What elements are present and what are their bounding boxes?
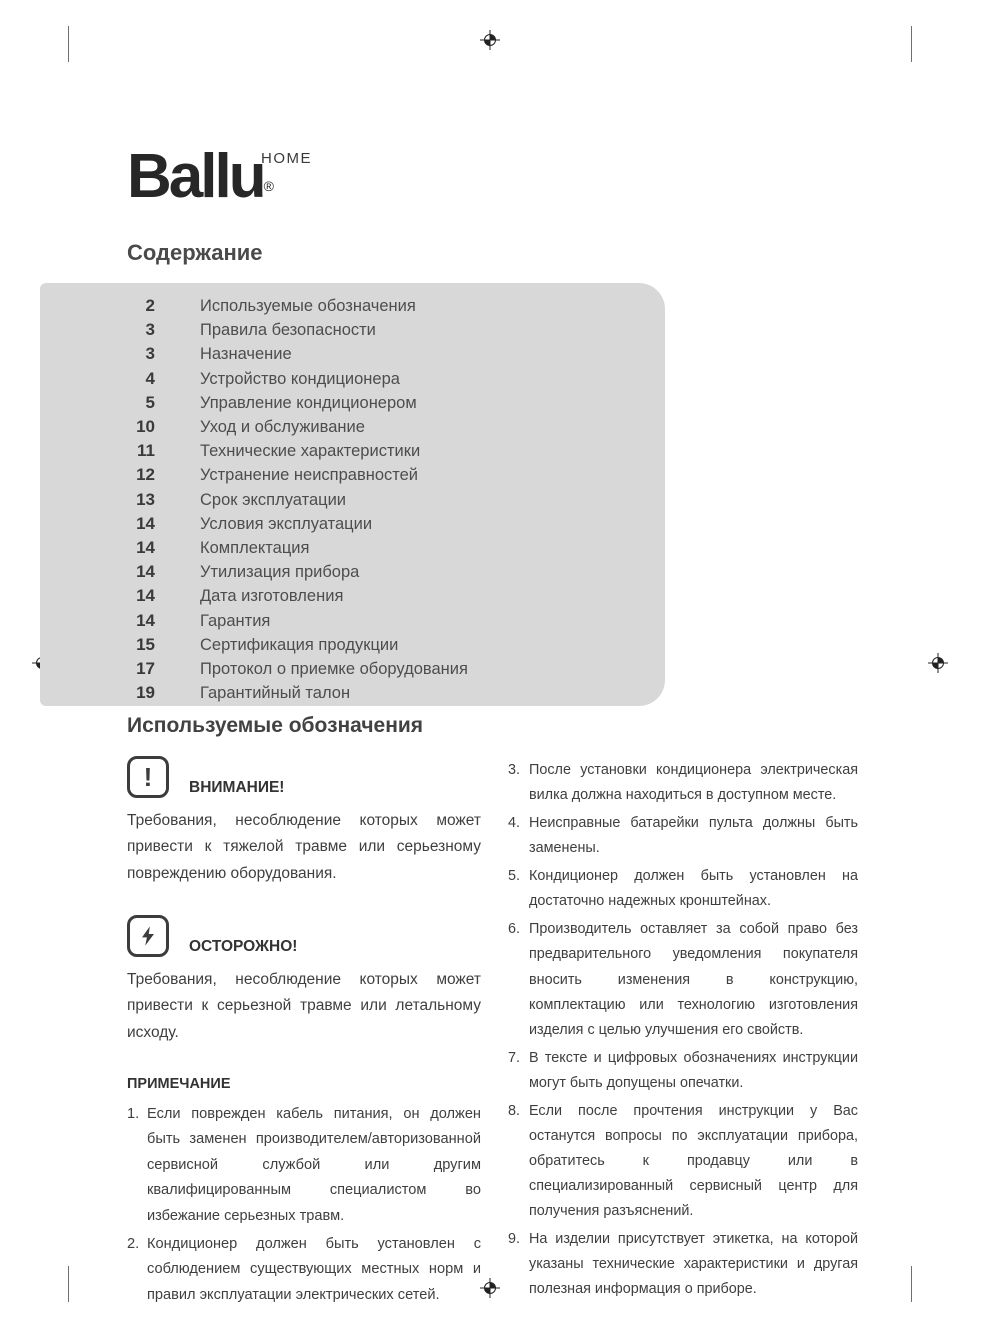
- note-item: [127, 1232, 481, 1308]
- note-item: [508, 864, 858, 914]
- note-item-text: Если после прочтения инструкции у Вас останутся вопросы по эксплуатации прибора, обратитесь к продавцу или в специализированный сервисный центр для получения разъяснений.: [529, 1102, 858, 1220]
- note-item-number: 1.: [127, 1106, 140, 1123]
- toc-page-number: 13: [136, 489, 155, 509]
- toc-row: [40, 584, 665, 608]
- toc-page-number: 2: [145, 296, 155, 315]
- toc-item-label: Срок эксплуатации: [200, 490, 347, 509]
- note-item-number: 6.: [508, 921, 521, 938]
- toc-row: [40, 439, 665, 463]
- crop-mark-bottom-left: [68, 1266, 69, 1302]
- right-column: [508, 758, 858, 1305]
- note-item: [508, 1099, 858, 1224]
- crop-mark-top-left: [68, 26, 69, 62]
- toc-box: [40, 283, 665, 706]
- toc-item-label: Гарантия: [200, 611, 271, 630]
- note-item-number: 3.: [508, 762, 521, 778]
- toc-item-label: Сертификация продукции: [200, 635, 399, 654]
- note-item-number: 9.: [508, 1231, 521, 1248]
- toc-page-number: 4: [145, 368, 155, 388]
- note-item-text: Если поврежден кабель питания, он должен быть заменен производителем/авторизованной сервисной службой или другим квалифицированным специалистом во избежание серьезных травм.: [147, 1106, 481, 1224]
- note-item-text: В тексте и цифровых обозначениях инструкции могут быть допущены опечатки.: [529, 1049, 858, 1091]
- note-item-text: На изделии присутствует этикетка, на которой указаны технические характеристики и другая полезная информация о приборе.: [529, 1231, 858, 1298]
- note-item-number: 5.: [508, 868, 521, 885]
- toc-title: Содержание: [127, 240, 263, 265]
- toc-page-number: 17: [136, 659, 155, 679]
- toc-row: [40, 633, 665, 657]
- toc-item-label: Протокол о приемке оборудования: [200, 660, 468, 679]
- note-item-text: Кондиционер должен быть установлен с соблюдением существующих местных норм и правил эксплуатации электрических сетей.: [147, 1236, 481, 1303]
- toc-row: [40, 294, 665, 318]
- toc-page-number: 3: [145, 320, 155, 340]
- section-title-symbols: Используемые обозначения: [127, 714, 424, 737]
- toc-row: [40, 609, 665, 633]
- toc-row: [40, 536, 665, 560]
- registration-mark-right: [928, 653, 948, 673]
- note-item-number: 4.: [508, 815, 521, 832]
- attention-label: ВНИМАНИЕ!: [189, 779, 285, 796]
- note-item-number: 2.: [127, 1236, 140, 1253]
- note-item: [127, 1102, 481, 1229]
- note-list-left: [127, 1102, 481, 1308]
- logo-wordmark: Ballu: [127, 142, 264, 211]
- crop-mark-bottom-right: [911, 1266, 912, 1302]
- toc-row: [40, 463, 665, 487]
- crop-mark-top-right: [911, 26, 912, 62]
- note-item: [508, 917, 858, 1042]
- note-item: [508, 811, 858, 861]
- toc-row: [40, 560, 665, 584]
- caution-text: Требования, несоблюдение которых может привести к серьезной травме или летальному исходу.: [127, 971, 481, 1041]
- note-item-number: 7.: [508, 1049, 521, 1066]
- note-item-text: Кондиционер должен быть установлен на достаточно надежных кронштейнах.: [529, 868, 858, 910]
- toc-row: [40, 367, 665, 391]
- toc-page-number: 15: [136, 634, 155, 654]
- registration-mark-bottom: [480, 1278, 500, 1298]
- toc-item-label: Технические характеристики: [200, 442, 421, 461]
- toc-row: [40, 681, 665, 705]
- caution-block-header: [127, 915, 481, 957]
- toc-page-number: 5: [145, 392, 155, 412]
- toc-row: [40, 391, 665, 415]
- toc-page-number: 12: [136, 465, 155, 485]
- note-title: ПРИМЕЧАНИЕ: [127, 1076, 231, 1093]
- attention-block-header: [127, 756, 481, 798]
- toc-row: [40, 657, 665, 681]
- note-item-number: 8.: [508, 1102, 521, 1119]
- toc-page-number: 14: [136, 538, 155, 558]
- note-item-text: После установки кондиционера электрическая вилка должна находиться в доступном месте.: [529, 762, 858, 804]
- toc-item-label: Уход и обслуживание: [200, 418, 365, 437]
- toc-row: [40, 415, 665, 439]
- toc-page-number: 10: [136, 417, 155, 437]
- toc-page-number: 11: [137, 441, 155, 461]
- toc-item-label: Устройство кондиционера: [200, 369, 400, 388]
- toc-item-label: Правила безопасности: [200, 321, 376, 340]
- toc-page-number: 14: [136, 586, 155, 606]
- toc-page-number: 14: [136, 610, 155, 630]
- toc-item-label: Управление кондиционером: [200, 393, 417, 412]
- note-item: [508, 1227, 858, 1302]
- toc-item-label: Условия эксплуатации: [200, 514, 373, 533]
- logo-home-label: HOME: [261, 150, 312, 167]
- brand-logo: [127, 142, 387, 232]
- toc-item-label: Комплектация: [200, 539, 310, 558]
- exclamation-icon: !: [127, 756, 169, 798]
- left-column: [127, 756, 481, 1311]
- caution-label: ОСТОРОЖНО!: [189, 938, 298, 956]
- lightning-icon: [127, 915, 169, 957]
- toc-item-label: Утилизация прибора: [200, 563, 360, 582]
- toc-page-number: 3: [145, 344, 155, 364]
- toc-page-number: 14: [136, 562, 155, 582]
- note-item: [508, 1046, 858, 1096]
- toc-item-label: Дата изготовления: [200, 587, 344, 606]
- toc-item-label: Гарантийный талон: [200, 684, 351, 703]
- registered-trademark-mark: ®: [263, 178, 274, 194]
- toc-page-number: 19: [136, 683, 155, 703]
- note-item: [508, 758, 858, 808]
- toc-row: [40, 342, 665, 366]
- attention-text: Требования, несоблюдение которых может привести к тяжелой травме или серьезному повреждению оборудования.: [127, 812, 481, 882]
- toc-item-label: Используемые обозначения: [200, 297, 416, 315]
- toc-item-label: Назначение: [200, 345, 292, 364]
- toc-row: [40, 488, 665, 512]
- toc-row: [40, 318, 665, 342]
- toc-page-number: 14: [136, 513, 155, 533]
- registration-mark-top: [480, 30, 500, 50]
- note-item-text: Неисправные батарейки пульта должны быть заменены.: [529, 815, 858, 857]
- toc-item-label: Устранение неисправностей: [200, 466, 419, 485]
- toc-row: [40, 512, 665, 536]
- note-item-text: Производитель оставляет за собой право без предварительного уведомления покупателя вносить изменения в конструкцию, комплектацию или технологию изготовления изделия с целью улучшения его свойств.: [529, 921, 858, 1038]
